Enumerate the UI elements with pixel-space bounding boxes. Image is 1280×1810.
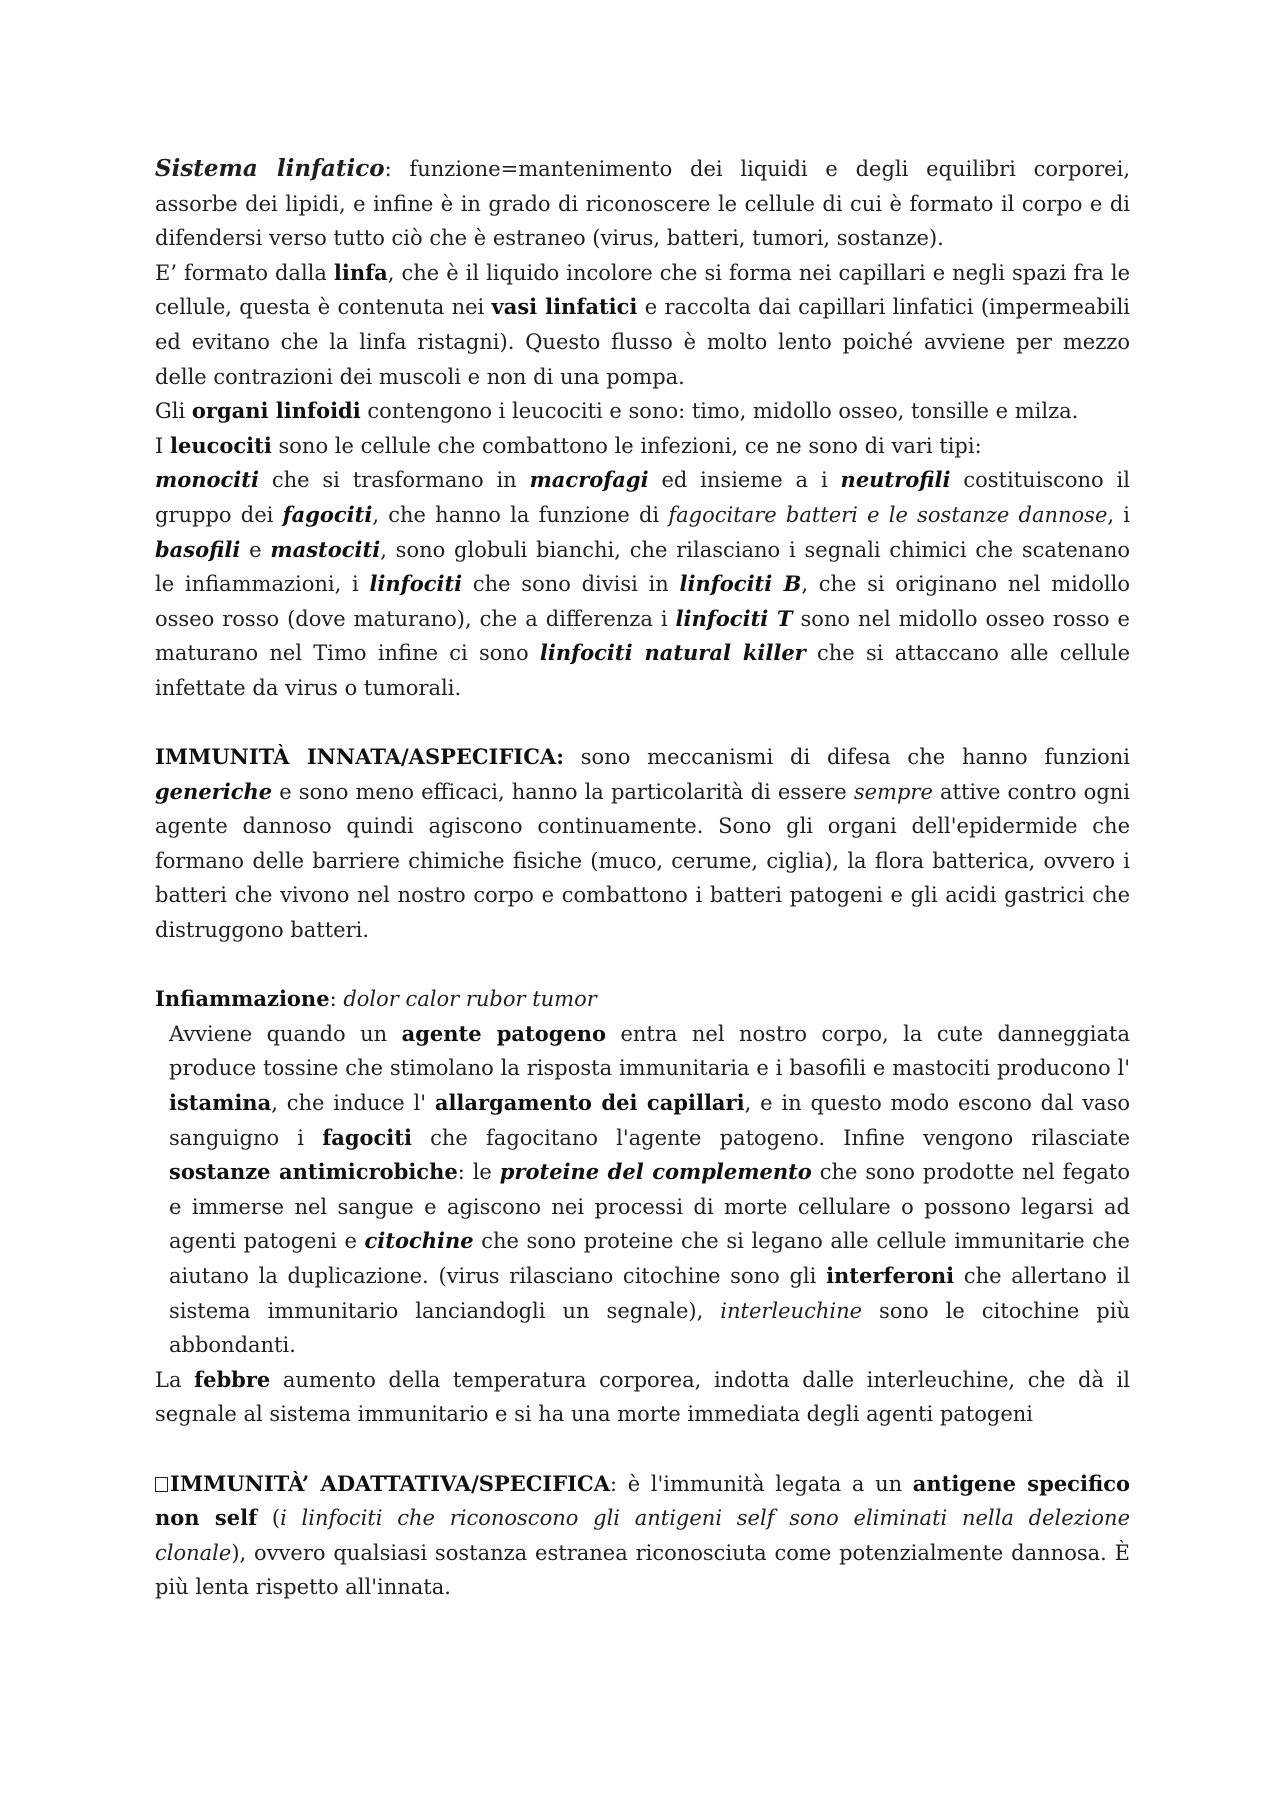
- heading-sistema-linfatico: Sistema linfatico: [155, 155, 385, 182]
- paragraph-sistema-linfatico: Sistema linfatico: funzione=mantenimento dei liquidi e degli equilibri corporei, assorbe dei lipidi, e infine è in grado di riconoscere le cellule di cui è formato il corpo e di difendersi verso tutto ciò che è estraneo (virus, batteri, tumori, sostanze).: [155, 155, 1130, 251]
- paragraph-infiammazione: Avviene quando un agente patogeno entra nel nostro corpo, la cute danneggiata produce tossine che stimolano la risposta immunitaria e i basofili e mastociti producono l' istamina, che induce l' allargamento dei capillari, e in questo modo escono dal vaso sanguigno i fagociti che fagocitano l'agente patogeno. Infine vengono rilasciate sostanze antimicrobiche: le proteine del complemento che sono prodotte nel fegato e immerse nel sangue e agiscono nei processi di morte cellulare o possono legarsi ad agenti patogeni e citochine che sono proteine che si legano alle cellule immunitarie che aiutano la duplicazione. (virus rilasciano citochine sono gli interferoni che allertano il sistema immunitario lanciandogli un segnale), interleuchine sono le citochine più abbondanti.: [169, 1020, 1130, 1358]
- heading-immunita-innata: IMMUNITÀ INNATA/ASPECIFICA:: [155, 744, 564, 770]
- paragraph-organi-linfoidi: Gli organi linfoidi contengono i leucociti e sono: timo, midollo osseo, tonsille e milza.: [155, 398, 1079, 424]
- spacer: [155, 1432, 1130, 1467]
- paragraph-febbre: La febbre aumento della temperatura corporea, indotta dalle interleuchine, che dà il segnale al sistema immunitario e si ha una morte immediata degli agenti patogeni: [155, 1366, 1130, 1427]
- document-page: [155, 152, 1130, 1605]
- spacer: [155, 948, 1130, 983]
- heading-immunita-adattativa: IMMUNITÀ’ ADATTATIVA/SPECIFICA: [170, 1470, 610, 1496]
- paragraph-immunita-innata: IMMUNITÀ INNATA/ASPECIFICA: sono meccanismi di difesa che hanno funzioni generiche e sono meno efficaci, hanno la particolarità di essere sempre attive contro ogni agente dannoso quindi agiscono continuamente. Sono gli organi dell'epidermide che formano delle barriere chimiche fisiche (muco, cerume, ciglia), la flora batterica, ovvero i batteri che vivono nel nostro corpo e combattono i batteri patogeni e gli acidi gastrici che distruggono batteri.: [155, 744, 1131, 943]
- heading-infiammazione: Infiammazione: [155, 986, 330, 1012]
- checkbox-icon: [155, 1477, 168, 1492]
- paragraph-infiammazione-heading: Infiammazione: dolor calor rubor tumor: [155, 986, 597, 1012]
- spacer: [155, 706, 1130, 741]
- paragraph-leucociti-intro: I leucociti sono le cellule che combattono le infezioni, ce ne sono di vari tipi:: [155, 432, 982, 458]
- paragraph-linfa: E’ formato dalla linfa, che è il liquido incolore che si forma nei capillari e negli spazi fra le cellule, questa è contenuta nei vasi linfatici e raccolta dai capillari linfatici (impermeabili ed evitano che la linfa ristagni). Questo flusso è molto lento poiché avviene per mezzo delle contrazioni dei muscoli e non di una pompa.: [155, 259, 1130, 389]
- paragraph-leucociti-tipi: monociti che si trasformano in macrofagi ed insieme a i neutrofili costituiscono il gruppo dei fagociti, che hanno la funzione di fagocitare batteri e le sostanze dannose, i basofili e mastociti, sono globuli bianchi, che rilasciano i segnali chimici che scatenano le infiammazioni, i linfociti che sono divisi in linfociti B, che si originano nel midollo osseo rosso (dove maturano), che a differenza i linfociti T sono nel midollo osseo rosso e maturano nel Timo infine ci sono linfociti natural killer che si attaccano alle cellule infettate da virus o tumorali.: [155, 467, 1131, 700]
- paragraph-immunita-adattativa: IMMUNITÀ’ ADATTATIVA/SPECIFICA: è l'immunità legata a un antigene specifico non self (i linfociti che riconoscono gli antigeni self sono eliminati nella delezione clonale), ovvero qualsiasi sostanza estranea riconosciuta come potenzialmente dannosa. È più lenta rispetto all'innata.: [155, 1470, 1130, 1600]
